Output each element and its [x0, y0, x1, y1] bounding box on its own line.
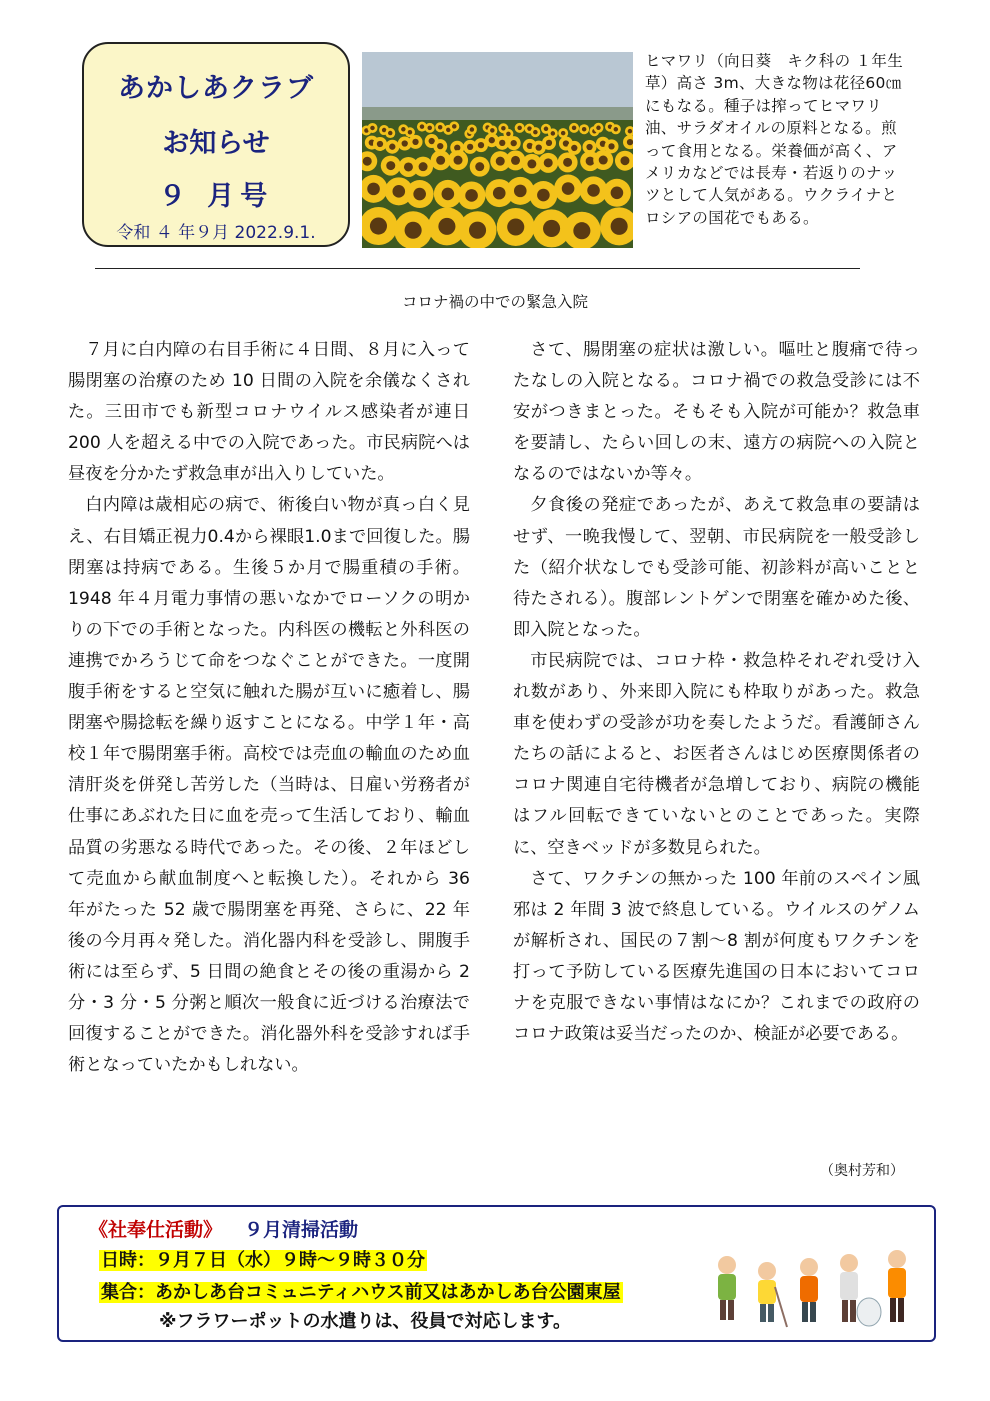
volunteer-figure — [888, 1250, 906, 1322]
sunflower-center — [628, 129, 633, 134]
sunflower-center — [571, 145, 577, 151]
sunflower-center — [363, 157, 372, 166]
divider — [95, 268, 860, 269]
paragraph: ７月に白内障の右目手術に４日間、８月に入って腸閉塞の治療のため 10 日間の入院を余儀なくされた。三田市でも新型コロナウイルス感染者が連日 200 人を超える中での入院であった。市民病院へは昼夜を分かたず救急車が出入りしていた。 — [68, 340, 470, 485]
sunflower-center — [573, 222, 590, 239]
sunflower-center — [470, 127, 475, 131]
sunflower-center — [438, 218, 455, 235]
event-date: 日時：９月７日（水）９時～９時３０分 — [101, 1250, 425, 1271]
sunflower-center — [413, 188, 426, 201]
sunflower-center — [544, 127, 549, 132]
sunflower-center — [420, 124, 425, 129]
sunflower-center — [465, 189, 478, 202]
sunflower-center — [582, 127, 587, 132]
sunflower-center — [490, 128, 495, 133]
sunflower-center — [562, 182, 575, 195]
sunflower-center — [475, 162, 484, 171]
sunflower-photo — [362, 52, 633, 248]
volunteer-figure — [718, 1256, 736, 1320]
newsletter-title-box — [82, 42, 350, 247]
paragraph: 夕食後の発症であったが、あえて救急車の要請はせず、一晩我慢して、翌朝、市民病院を一般受診した（紹介状なしでも受診可能、初診料が高いことと待たされる）。腹部レントゲンで閉塞を確かめた後、即入院となった。 — [513, 495, 920, 640]
sunflower-center — [511, 140, 517, 146]
volunteer-figure — [800, 1258, 818, 1322]
sunflower-center — [611, 218, 628, 235]
sunflower-center — [501, 126, 506, 131]
sunflower-center — [514, 185, 527, 198]
paragraph: 白内障は歳相応の病で、術後白い物が真っ白く見え、右目矯正視力0.4から裸眼1.0まで回復した。腸閉塞は持病である。生後５か月で腸重積の手術。1948 年４月電力事情の悪いなかでローソクの明かりの下での手術となった。内科医の機転と外科医の連携でかろうじて命をつなぐことができた。一度開腹手術をすると空気に触れた腸が互いに癒着し、腸閉塞や腸捻転を繰り返すことになる。中学１年・高校１年で腸閉塞手術。高校では売血の輸血のため血清肝炎を併発し苦労した（当時は、日雇い労務者が仕事にあぶれた日に血を売って生活しており、輸血品質の劣悪なる時代であった。その後、２年ほどして売血から献血制度へと転換した）。それから 36 年がたった 52 歳で腸閉塞を再発、さらに、22 年後の今月再々発した。消化器内科を受診し、開腹手術には至らず、5 日間の絶食とその後の重湯から 2 分・3 分・5 分粥と順次一般食に近づける治療法で回復することができた。消化器外科を受診すれば手術となっていたかもしれない。 — [68, 495, 470, 1076]
cleanup-volunteers-illustration — [709, 1227, 923, 1335]
sunflower-center — [454, 156, 463, 165]
issue-month: ９ 月号 — [158, 181, 274, 212]
sunflower-center — [586, 144, 592, 150]
volunteer-figure — [758, 1262, 787, 1327]
sunflower-center — [527, 159, 536, 168]
club-name: あかしあクラブ — [118, 73, 314, 104]
sunflower-center — [404, 162, 413, 171]
event-notice-box — [57, 1205, 936, 1342]
sunflower-center — [389, 144, 395, 150]
paragraph: さて、ワクチンの無かった 100 年前のスペイン風邪は 2 年間 3 波で終息している。ウイルスのゲノムが解析され、国民の７割～8 割が何度もワクチンを打って予防している医療先進国の日本においてコロナを克服できない事情はなにか？これまでの政府のコロナ政策は妥当だったのか、検証が必要である。 — [513, 868, 920, 1045]
sunflower-center — [478, 142, 484, 148]
sunflower-center — [377, 141, 383, 147]
sunflower-center — [563, 158, 572, 167]
sunflower-center — [438, 125, 443, 130]
sunflower-center — [511, 156, 520, 165]
sunflower-center — [572, 126, 577, 131]
sunflower-center — [507, 218, 524, 235]
event-note: ※フラワーポットの水遣りは、役員で対応します。 — [159, 1311, 572, 1332]
sunflower-center — [392, 185, 405, 198]
event-title — [89, 1215, 358, 1242]
sunflower-center — [537, 189, 550, 202]
sunflower-center — [419, 162, 428, 171]
article-column-left — [68, 335, 470, 1081]
sunflower-center — [596, 126, 601, 131]
sunflower-center — [388, 131, 393, 136]
sunflower-center — [408, 130, 413, 135]
sunflower-center — [489, 137, 495, 143]
sunflower-center — [437, 143, 443, 149]
sunflower-center — [412, 139, 418, 145]
event-category: 《社奉仕活動》 — [89, 1219, 223, 1241]
sunflower-center — [452, 124, 457, 128]
sunflower-center — [467, 144, 473, 150]
sunflower-center — [614, 127, 619, 132]
sunflower-center — [546, 140, 552, 146]
sunflower-center — [611, 187, 624, 200]
sunflower-center — [493, 187, 506, 200]
sunflower-center — [442, 188, 455, 201]
volunteer-figure — [840, 1254, 881, 1326]
event-name: ９月清掃活動 — [244, 1219, 359, 1241]
event-place: 集合：あかしあ台コミュニティハウス前又はあかしあ台公園東屋 — [101, 1282, 621, 1303]
sunflower-center — [496, 157, 505, 166]
sunflower-center — [544, 158, 553, 167]
sunflower-center — [533, 130, 538, 135]
sunflower-center — [561, 131, 566, 136]
sunflower-center — [402, 140, 408, 146]
sunflower-field-image — [362, 52, 633, 248]
sunflower-caption: ヒマワリ（向日葵 キク科の １年生草）高さ 3m、大きな物は花径60㎝にもなる。種子は搾ってヒマワリ油、サラダオイルの原料となる。煎って食用となる。栄養価が高く、アメリカなどでは長寿・若返りのナッツとして人気がある。ウクライナとロシアの国花でもある。 — [645, 52, 904, 227]
sunflower-center — [370, 217, 387, 234]
notice-label: お知らせ — [162, 128, 270, 159]
sunflower-center — [370, 126, 375, 130]
sunflower-center — [454, 145, 460, 151]
sunflower-center — [367, 183, 380, 196]
sunflower-center — [599, 156, 608, 165]
sunflower-center — [517, 126, 522, 131]
sunflower-center — [499, 140, 505, 146]
sunflower-center — [536, 145, 542, 151]
sunflower-center — [401, 127, 406, 132]
author-signature: （奥村芳和） — [820, 1163, 904, 1179]
sunflower-center — [608, 143, 614, 149]
sunflower-center — [506, 132, 511, 137]
article-headline: コロナ禍の中での緊急入院 — [401, 293, 588, 311]
sunflower-center — [469, 222, 486, 239]
paragraph: 市民病院では、コロナ枠・救急枠それぞれ受け入れ数があり、外来即入院にも枠取りがあった。救急車を使わずの受診が功を奏したようだ。看護師さんたちの話によると、お医者さんはじめ医療関係者のコロナ関連自宅待機者が急増しており、病院の機能はフル回転できていないとのことであった。実際に、空きベッドが多数見られた。 — [513, 650, 920, 858]
sunflower-center — [436, 156, 445, 165]
sunflower-center — [543, 220, 560, 237]
sunflower-center — [620, 156, 629, 165]
article-column-right — [513, 335, 920, 1050]
sunflower-center — [405, 222, 422, 239]
sunflower-center — [627, 139, 633, 145]
paragraph: さて、腸閉塞の症状は激しい。嘔吐と腹痛で待ったなしの入院となる。コロナ禍での救急受診には不安がつきまとった。そもそも入院が可能か？救急車を要請し、たらい回しの末、遠方の病院への入院となるのではないか等々。 — [513, 340, 920, 485]
sunflower-center — [587, 184, 600, 197]
issue-date: 令和 ４ 年９月 2022.9.1. — [116, 223, 316, 243]
sunflower-center — [386, 161, 395, 170]
sunflower-center — [427, 126, 432, 130]
sunflower-center — [551, 131, 556, 136]
